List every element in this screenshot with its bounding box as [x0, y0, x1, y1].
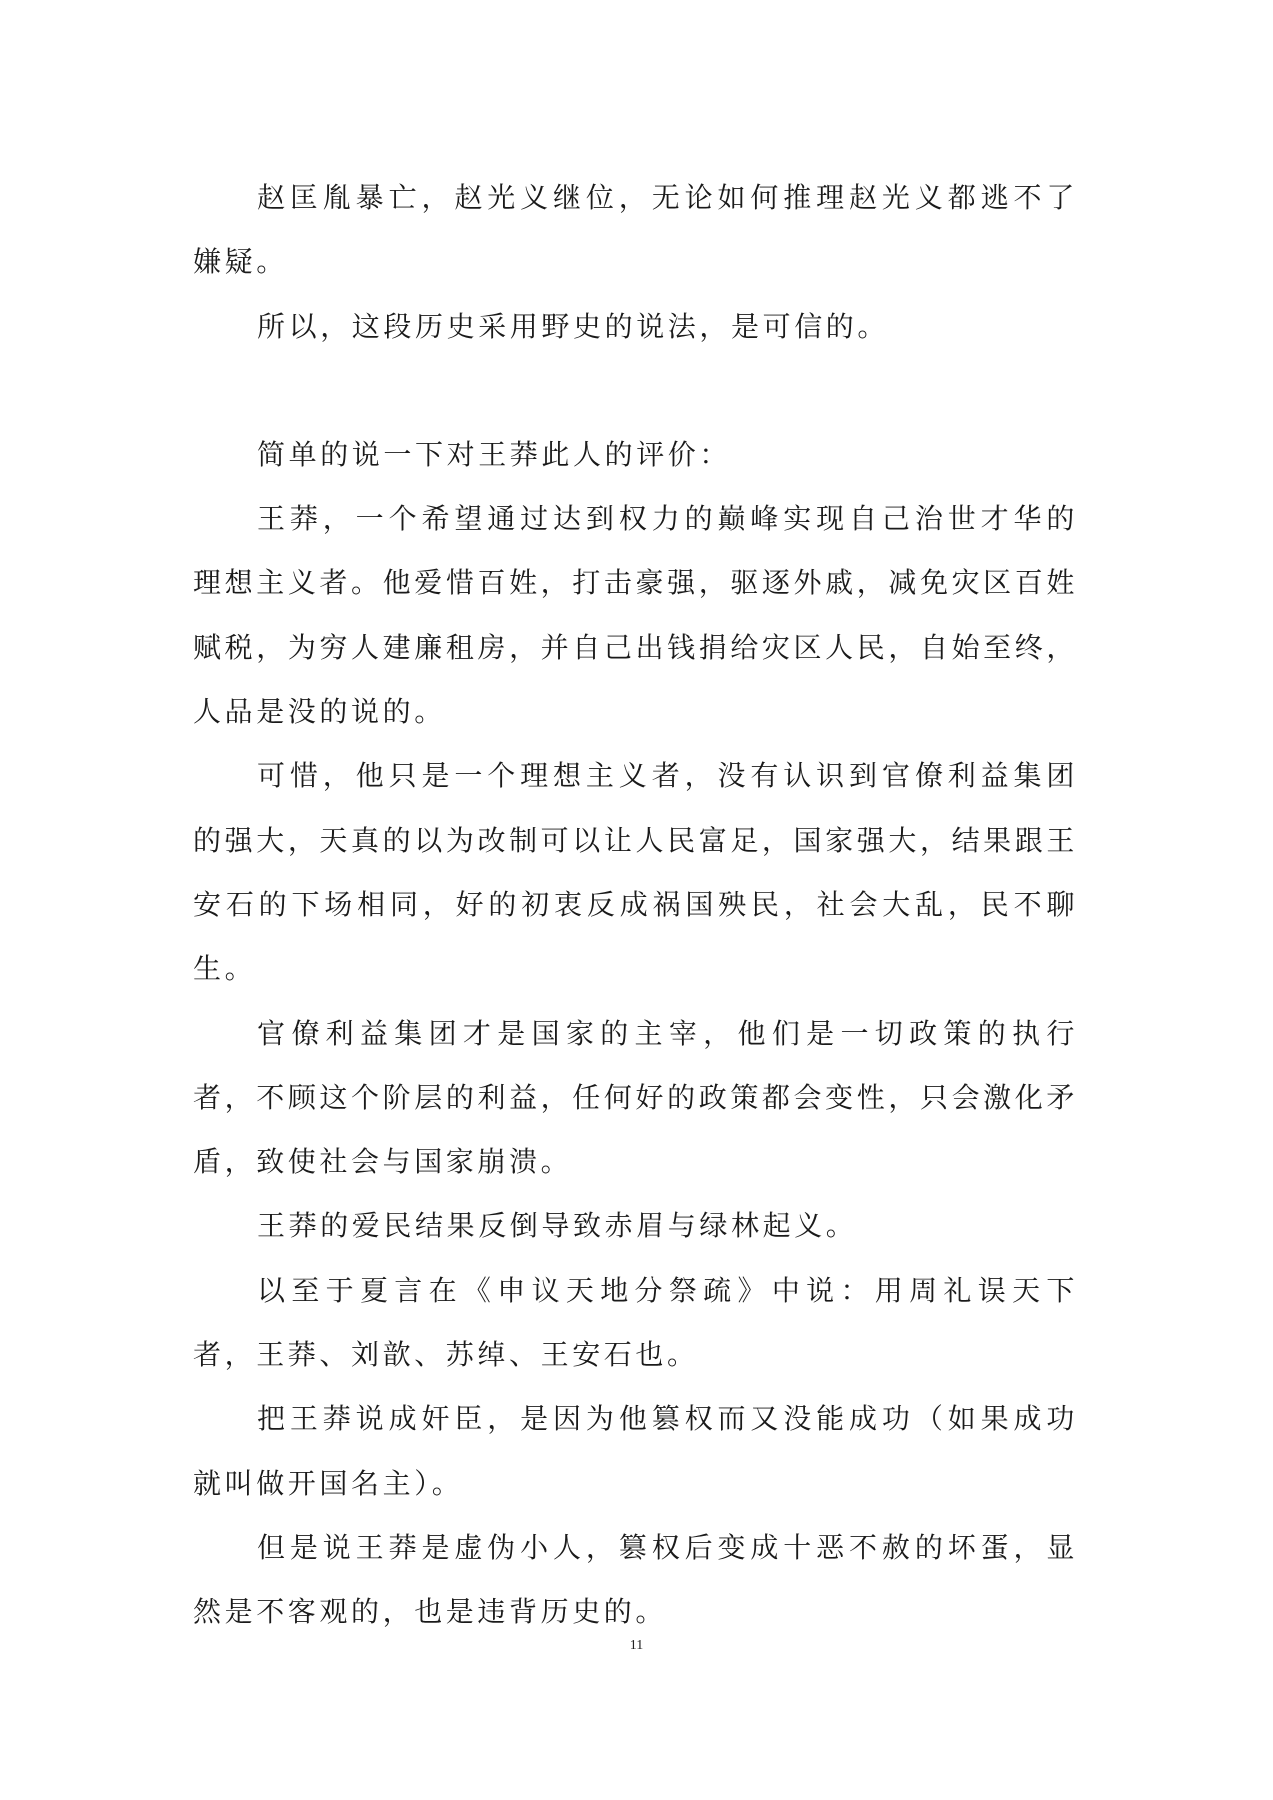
- paragraph: 可惜，他只是一个理想主义者，没有认识到官僚利益集团的强大，天真的以为改制可以让人民富足，国家强大，结果跟王安石的下场相同，好的初衷反成祸国殃民，社会大乱，民不聊生。: [193, 759, 1078, 986]
- paragraph: 王莽，一个希望通过达到权力的巅峰实现自己治世才华的理想主义者。他爱惜百姓，打击豪强，驱逐外戚，减免灾区百姓赋税，为穷人建廉租房，并自己出钱捐给灾区人民，自始至终，人品是没的说的。: [193, 502, 1078, 729]
- page-number: 11: [629, 1638, 644, 1653]
- paragraph: 王莽的爱民结果反倒导致赤眉与绿林起义。: [257, 1209, 858, 1243]
- paragraph: 所以，这段历史采用野史的说法，是可信的。: [257, 309, 890, 343]
- body-text: [193, 166, 1078, 1645]
- paragraph: 赵匡胤暴亡，赵光义继位，无论如何推理赵光义都逃不了嫌疑。: [193, 181, 1078, 279]
- paragraph: 但是说王莽是虚伪小人，篡权后变成十恶不赦的坏蛋，显然是不客观的，也是违背历史的。: [193, 1530, 1078, 1629]
- paragraph-gap: [193, 359, 1078, 423]
- paragraph: 把王莽说成奸臣，是因为他篡权而又没能成功（如果成功就叫做开国名主）。: [193, 1402, 1078, 1500]
- paragraph: 以至于夏言在《申议天地分祭疏》中说：用周礼误天下者，王莽、刘歆、苏绰、王安石也。: [193, 1273, 1078, 1372]
- section-heading: 简单的说一下对王莽此人的评价：: [257, 437, 732, 471]
- paragraph: 官僚利益集团才是国家的主宰，他们是一切政策的执行者，不顾这个阶层的利益，任何好的政策都会变性，只会激化矛盾，致使社会与国家崩溃。: [193, 1016, 1078, 1179]
